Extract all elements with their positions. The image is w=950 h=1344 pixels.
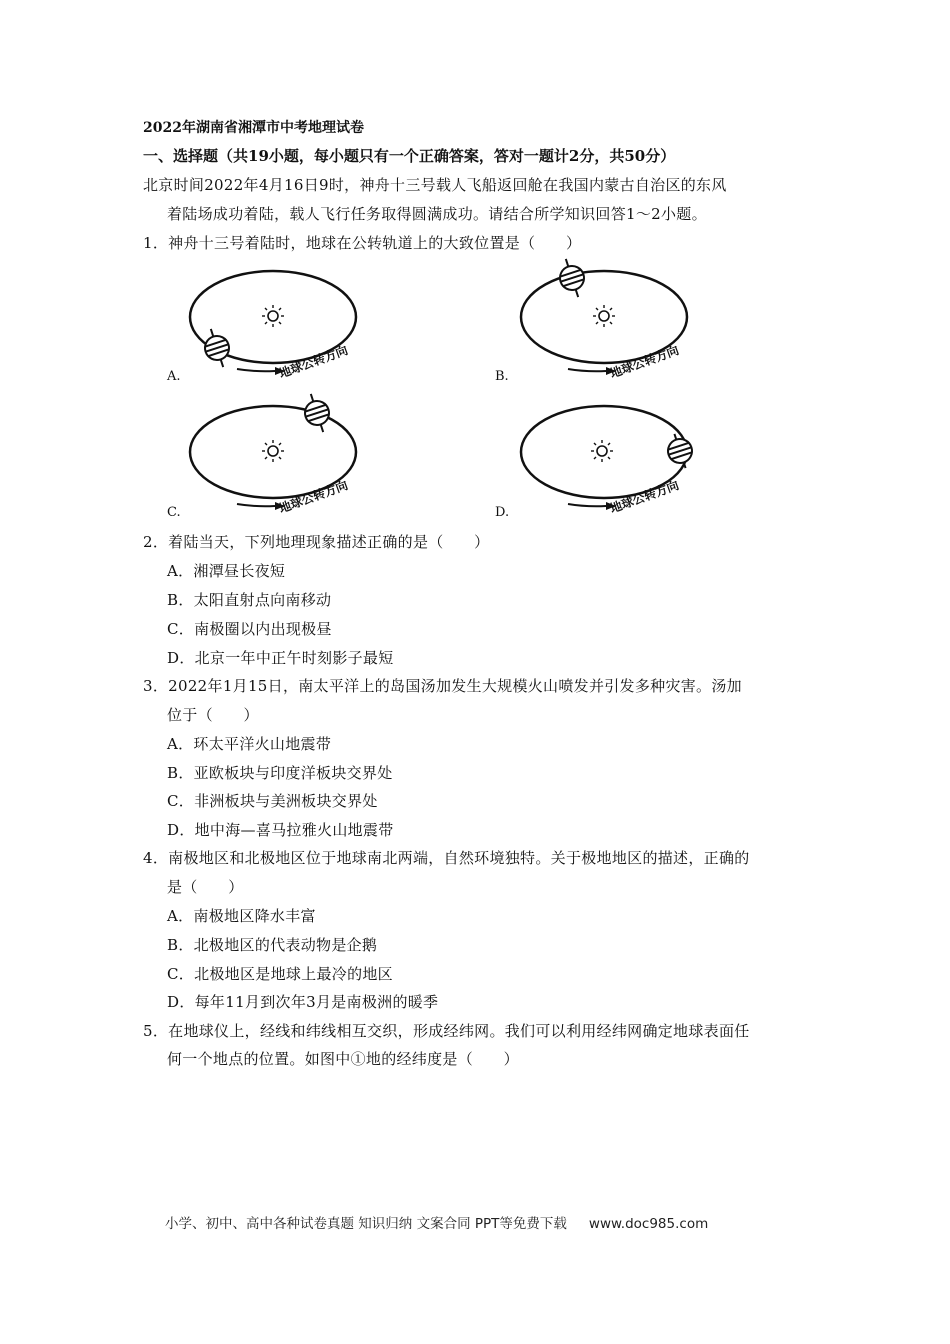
q4-stem-line-2: 是（ ） <box>167 878 244 896</box>
intro-line-1: 北京时间2022年4月16日9时，神舟十三号载人飞船返回舱在我国内蒙古自治区的东风 <box>143 176 727 194</box>
q2-option-a[interactable]: A．湘潭昼长夜短 <box>167 562 286 580</box>
q4-option-b[interactable]: B．北极地区的代表动物是企鹅 <box>167 936 378 954</box>
orbit-caption: 地球公转方向 <box>277 343 350 381</box>
sun-icon <box>593 305 615 327</box>
orbit-caption: 地球公转方向 <box>277 478 350 516</box>
orbit-caption: 地球公转方向 <box>608 478 681 516</box>
earth-icon <box>199 325 234 370</box>
sun-icon <box>262 305 284 327</box>
q1-option-c[interactable]: C. <box>167 505 181 520</box>
q1-option-b[interactable]: B. <box>495 369 509 384</box>
q4-option-a[interactable]: A．南极地区降水丰富 <box>167 907 316 925</box>
q3-option-b[interactable]: B．亚欧板块与印度洋板块交界处 <box>167 764 393 782</box>
section-header: 一、选择题（共19小题，每小题只有一个正确答案，答对一题计2分，共50分） <box>143 147 676 165</box>
earth-icon <box>554 258 589 301</box>
sun-icon <box>262 440 284 462</box>
orbit-caption: 地球公转方向 <box>608 343 681 381</box>
earth-icon <box>299 393 334 436</box>
q3-option-a[interactable]: A．环太平洋火山地震带 <box>167 735 332 753</box>
q3-stem-line-1: 3．2022年1月15日，南太平洋上的岛国汤加发生大规模火山喷发并引发多种灾害。汤加 <box>143 677 742 695</box>
page-title: 2022年湖南省湘潭市中考地理试卷 <box>143 120 364 136</box>
orbit-figure-d <box>516 393 696 521</box>
q3-option-c[interactable]: C．非洲板块与美洲板块交界处 <box>167 792 378 810</box>
earth-icon <box>663 430 696 472</box>
q5-stem-line-2: 何一个地点的位置。如图中①地的经纬度是（ ） <box>167 1050 519 1068</box>
sun-icon <box>591 440 613 462</box>
q4-stem-line-1: 4．南极地区和北极地区位于地球南北两端，自然环境独特。关于极地地区的描述，正确的 <box>143 849 750 867</box>
intro-line-2: 着陆场成功着陆，载人飞行任务取得圆满成功。请结合所学知识回答1～2小题。 <box>167 205 707 223</box>
q4-option-c[interactable]: C．北极地区是地球上最冷的地区 <box>167 965 393 983</box>
q3-stem-line-2: 位于（ ） <box>167 706 259 724</box>
footer-text: 小学、初中、高中各种试卷真题 知识归纳 文案合同 PPT等免费下载 <box>165 1216 567 1232</box>
footer-url-link[interactable]: www.doc985.com <box>588 1216 709 1232</box>
q4-option-d[interactable]: D．每年11月到次年3月是南极洲的暖季 <box>167 993 439 1011</box>
orbit-figure-a <box>185 268 365 386</box>
q2-stem: 2．着陆当天，下列地理现象描述正确的是（ ） <box>143 533 490 551</box>
q1-option-a[interactable]: A. <box>167 369 181 384</box>
orbit-figure-c <box>185 393 365 521</box>
orbit-figure-b <box>516 258 696 386</box>
q5-stem-line-1: 5．在地球仪上，经线和纬线相互交织，形成经纬网。我们可以利用经纬网确定地球表面任 <box>143 1022 750 1040</box>
q2-option-d[interactable]: D．北京一年中正午时刻影子最短 <box>167 649 394 667</box>
q3-option-d[interactable]: D．地中海—喜马拉雅火山地震带 <box>167 821 394 839</box>
q1-option-d[interactable]: D. <box>495 505 510 520</box>
q1-stem: 1．神舟十三号着陆时，地球在公转轨道上的大致位置是（ ） <box>143 234 582 252</box>
q2-option-b[interactable]: B．太阳直射点向南移动 <box>167 591 332 609</box>
q2-option-c[interactable]: C．南极圈以内出现极昼 <box>167 620 332 638</box>
page-footer <box>165 1212 708 1232</box>
